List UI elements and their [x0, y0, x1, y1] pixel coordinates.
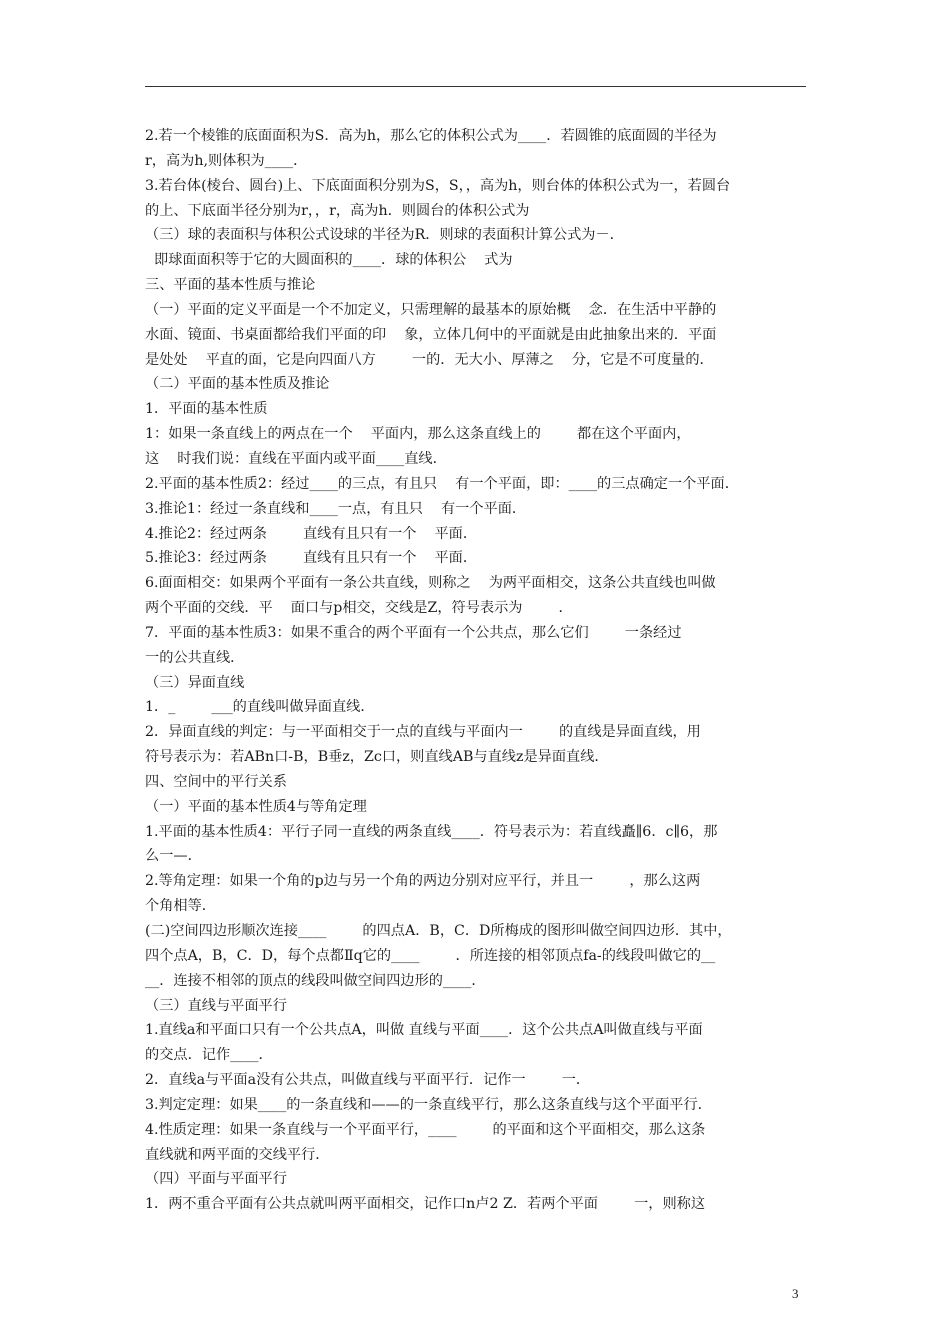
document-body [145, 124, 815, 1217]
text-line: 2.若一个棱锥的底面面积为S．高为h，那么它的体积公式为____．若圆锥的底面圆的半径为 [145, 128, 717, 144]
text-line: 直线就和两平面的交线平行． [145, 1146, 330, 1163]
text-line: （一）平面的基本性质4与等角定理 [145, 798, 367, 815]
text-line: 2．直线a与平面a没有公共点，叫做直线与平面平行．记作一 一． [145, 1072, 591, 1089]
text-line: 2.平面的基本性质2：经过____的三点，有且只 有一个平面，即：____的三点确定一个平面． [145, 475, 739, 492]
text-line: 的上、下底面半径分别为r，，r，高为h．则圆台的体积公式为 [145, 202, 530, 219]
text-line: __．连接不相邻的顶点的线段叫做空间四边形的____． [145, 972, 486, 989]
text-line: （四）平面与平面平行 [145, 1171, 287, 1188]
text-line: 是处处 平直的面，它是向四面八方 一的．无大小、厚薄之 分，它是不可度量的． [145, 351, 714, 368]
text-line: 4.推论2：经过两条 直线有且只有一个 平面． [145, 525, 478, 542]
text-line: （一）平面的定义平面是一个不加定义，只需理解的最基本的原始概 念．在生活中平静的 [145, 301, 717, 318]
page-number: 3 [792, 1286, 799, 1301]
text-line: （三）异面直线 [145, 674, 245, 691]
text-line: 3.判定定理：如果____的一条直线和——的一条直线平行，那么这条直线与这个平面平行． [145, 1096, 712, 1113]
text-line: 1．平面的基本性质 [145, 401, 268, 418]
text-line: r，高为h,则体积为____． [145, 152, 308, 169]
text-line: 5.推论3：经过两条 直线有且只有一个 平面． [145, 550, 478, 567]
text-line: 个角相等． [145, 898, 216, 915]
text-line: 3.若台体(棱台、圆台)上、下底面面积分别为S，S，，高为h，则台体的体积公式为一，若圆台 [145, 177, 731, 194]
text-line: （三）直线与平面平行 [145, 997, 287, 1014]
text-line: （三）球的表面积与体积公式设球的半径为R．则球的表面积计算公式为－． [145, 227, 624, 244]
text-line: 3.推论1：经过一条直线和____一点，有且只 有一个平面． [145, 500, 527, 517]
text-line: 1：如果一条直线上的两点在一个 平面内，那么这条直线上的 都在这个平面内， [145, 426, 691, 443]
text-line: 2．异面直线的判定：与一平面相交于一点的直线与平面内一 的直线是异面直线，用 [145, 724, 701, 741]
text-line: 一的公共直线． [145, 649, 245, 666]
text-line: 四、空间中的平行关系 [145, 773, 287, 790]
text-line: 4.性质定理：如果一条直线与一个平面平行，____ 的平面和这个平面相交，那么这条 [145, 1121, 706, 1138]
text-line: （二）平面的基本性质及推论 [145, 376, 330, 393]
header-rule [145, 86, 806, 87]
text-line: 四个点A，B，C．D，每个点都Ⅱq它的____ ．所连接的相邻顶点fa-的线段叫做它的__ [145, 947, 716, 964]
text-line: 三、平面的基本性质与推论 [145, 277, 316, 294]
text-line: 1.平面的基本性质4：平行子同一直线的两条直线____．符号表示为：若直线矗∥6．c∥6，那 [145, 823, 718, 840]
text-line: (二)空间四边形顺次连接____ 的四点A．B，C．D所梅成的图形叫做空间四边形．其中， [145, 923, 732, 939]
text-line: 水面、镜面、书桌面都给我们平面的印 象，立体几何中的平面就是由此抽象出来的．平面 [145, 326, 717, 343]
text-line: 即球面面积等于它的大圆面积的____．球的体积公 式为 [145, 252, 513, 269]
text-line: 2.等角定理：如果一个角的p边与另一个角的两边分别对应平行，并且一 ，那么这两 [145, 873, 701, 890]
text-line: 1.直线a和平面口只有一个公共点A，叫做 直线与平面____．这个公共点A叫做直线与平面 [145, 1022, 703, 1039]
text-line: 符号表示为：若ABn口-B，B垂z，Zc口，则直线AB与直线z是异面直线． [145, 749, 609, 766]
text-line: 1．两不重合平面有公共点就叫两平面相交，记作口n卢2 Z．若两个平面 一，则称这 [145, 1196, 706, 1213]
text-line: 1．_ ___的直线叫做异面直线． [145, 699, 375, 716]
text-line: 两个平面的交线．平 面口与p相交，交线是Z，符号表示为 ． [145, 600, 573, 617]
text-line: 6.面面相交：如果两个平面有一条公共直线，则称之 为两平面相交，这条公共直线也叫做 [145, 575, 716, 592]
text-line: 么一—． [145, 848, 202, 865]
text-line: 这 时我们说：直线在平面内或平面____直线． [145, 450, 447, 467]
text-line: 的交点．记作____． [145, 1047, 273, 1064]
text-line: 7．平面的基本性质3：如果不重合的两个平面有一个公共点，那么它们 一条经过 [145, 624, 682, 641]
